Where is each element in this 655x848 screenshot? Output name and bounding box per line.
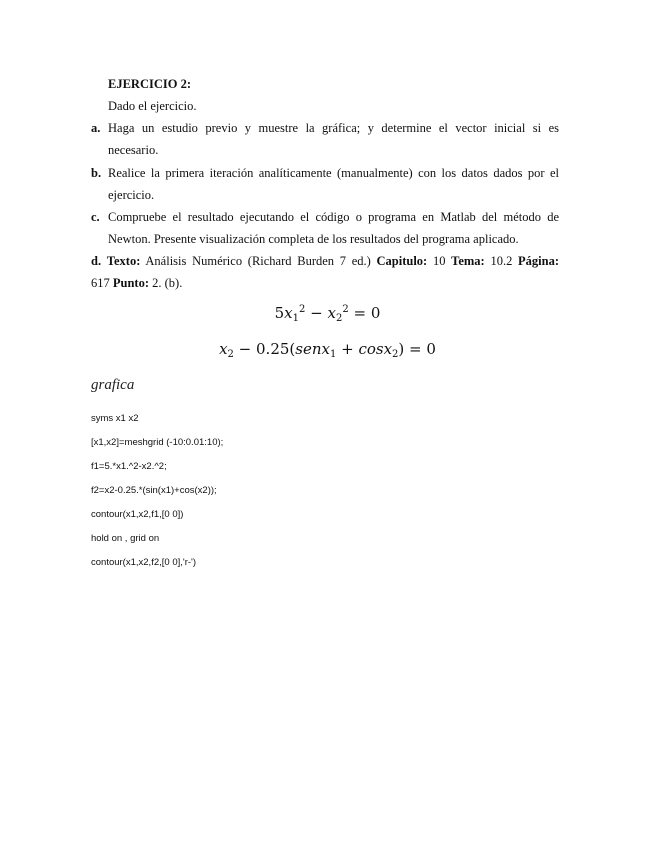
item-b-line1: Realice la primera iteración analíticamente (manualmente) con los datos dados por el xyxy=(108,166,559,180)
code-line: f2=x2-0.25.*(sin(x1)+cos(x2)); xyxy=(91,485,217,496)
reference-line2: 617 Punto: 2. (b). xyxy=(91,276,183,290)
exercise-title: EJERCICIO 2: xyxy=(108,77,191,91)
code-line: contour(x1,x2,f2,[0 0],'r-') xyxy=(91,557,197,568)
item-a-line2: necesario. xyxy=(108,143,159,157)
code-line: hold on , grid on xyxy=(91,533,160,544)
item-b-line2: ejercicio. xyxy=(108,188,155,202)
equation-2: $x_2$ − 0.25(senx$_1$ + cosx$_2$) = 0 xyxy=(219,340,436,360)
item-b-marker: b. xyxy=(91,166,102,180)
exercise-intro: Dado el ejercicio. xyxy=(108,99,197,113)
code-line: [x1,x2]=meshgrid (-10:0.01:10); xyxy=(91,437,224,448)
equation-1: $5x_1^2 - x_2^2 = 0$ xyxy=(274,304,381,324)
section-heading-grafica: grafica xyxy=(91,377,135,393)
item-a-line1: Haga un estudio previo y muestre la gráfica; y determine el vector inicial si es xyxy=(108,121,559,135)
item-c-line2: Newton. Presente visualización completa de los resultados del programa aplicado. xyxy=(108,232,519,246)
code-line: contour(x1,x2,f1,[0 0]) xyxy=(91,509,184,520)
reference-line1: d. Texto: Análisis Numérico (Richard Burden 7 ed.) Capitulo: 10 Tema: 10.2 Página: xyxy=(91,254,560,268)
item-c-line1: Compruebe el resultado ejecutando el código o programa en Matlab del método de xyxy=(108,210,559,224)
item-c-marker: c. xyxy=(91,210,100,224)
code-line: f1=5.*x1.^2-x2.^2; xyxy=(91,461,167,472)
item-a-marker: a. xyxy=(91,121,101,135)
code-line: syms x1 x2 xyxy=(91,413,139,424)
